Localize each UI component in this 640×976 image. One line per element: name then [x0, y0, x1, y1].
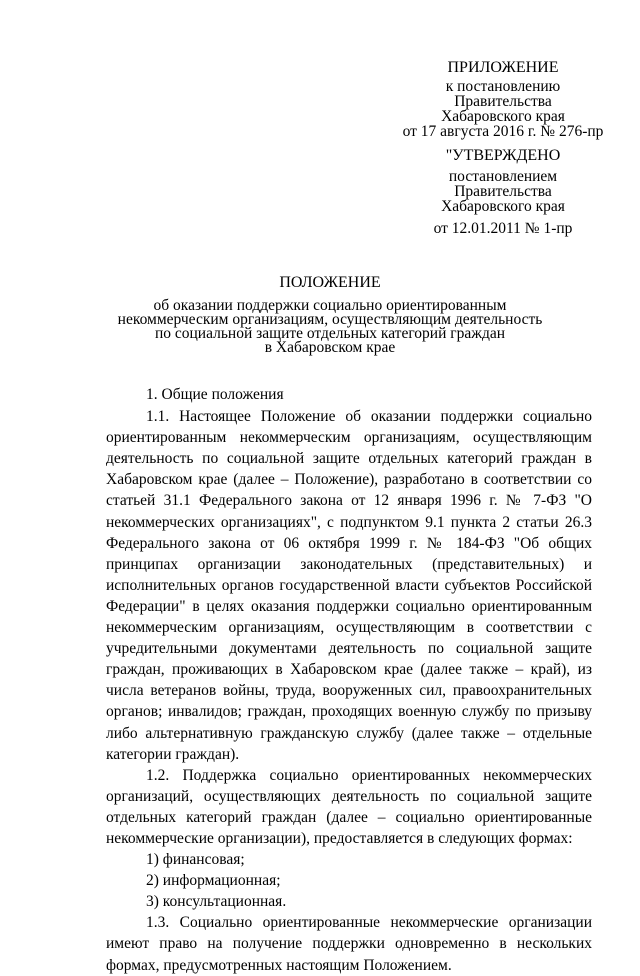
- paragraph-1-2: 1.2. Поддержка социально ориентированных некоммерческих организаций, осуществляющих деятельность по социальной защите отдельных категорий граждан (далее – социально ориентированные некоммерческие организации), предоставляется в следующих формах:: [106, 766, 592, 847]
- document-subtitle-line: по социальной защите отдельных категорий граждан: [154, 325, 506, 342]
- appendix-line: к постановлению: [445, 78, 561, 95]
- approved-line: Правительства: [454, 183, 552, 200]
- list-item: 2) информационная;: [146, 872, 281, 890]
- document-title: ПОЛОЖЕНИЕ: [279, 274, 381, 291]
- document-subtitle-line: некоммерческим организациям, осуществляющим деятельность: [117, 311, 543, 328]
- approved-heading: "УТВЕРЖДЕНО: [445, 147, 561, 164]
- approved-stamp: [388, 148, 618, 236]
- list-item: 3) консультационная.: [146, 893, 287, 911]
- approved-line: постановлением: [448, 168, 558, 185]
- section-heading: 1. Общие положения: [146, 386, 284, 403]
- document-subtitle-line: об оказании поддержки социально ориентированным: [153, 297, 507, 314]
- list-item: 1) финансовая;: [146, 851, 245, 869]
- document-title-block: [100, 276, 560, 355]
- appendix-stamp: [388, 60, 618, 139]
- appendix-line: Правительства: [454, 93, 552, 110]
- appendix-line: Хабаровского края: [441, 108, 565, 125]
- paragraph-1-1: 1.1. Настоящее Положение об оказании поддержки социально ориентированным некоммерческим организациям, осуществляющим деятельность по социальной защите отдельных категорий граждан в Хабаровском крае (далее – Положение), разработано в соответствии со статьей 31.1 Федерального закона от 12 января 1996 г. № 7-ФЗ "О некоммерческих организациях", с подпунктом 9.1 пункта 2 статьи 26.3 Федерального закона от 06 октября 1999 г. № 184-ФЗ "Об общих принципах организации законодательных (представительных) и исполнительных органов государственной власти субъектов Российской Федерации" в целях оказания поддержки социально ориентированным некоммерческим организациям, осуществляющим в соответствии с учредительными документами деятельность по социальной защите граждан, проживающих в Хабаровском крае (далее также – край), из числа ветеранов войны, труда, вооруженных сил, правоохранительных органов; инвалидов; граждан, проходящих военную службу по призыву либо альтернативную гражданскую службу (далее также – отдельные категории граждан).: [106, 408, 592, 763]
- paragraph-1-3: 1.3. Социально ориентированные некоммерческие организации имеют право на получение поддержки одновременно в нескольких формах, предусмотренных настоящим Положением.: [106, 914, 592, 974]
- document-subtitle-line: в Хабаровском крае: [264, 339, 396, 356]
- approved-line: Хабаровского края: [441, 198, 565, 215]
- approved-date: от 12.01.2011 № 1-пр: [433, 220, 573, 237]
- appendix-heading: ПРИЛОЖЕНИЕ: [447, 59, 559, 76]
- document-body: [106, 384, 592, 976]
- appendix-date: от 17 августа 2016 г. № 276-пр: [402, 123, 604, 140]
